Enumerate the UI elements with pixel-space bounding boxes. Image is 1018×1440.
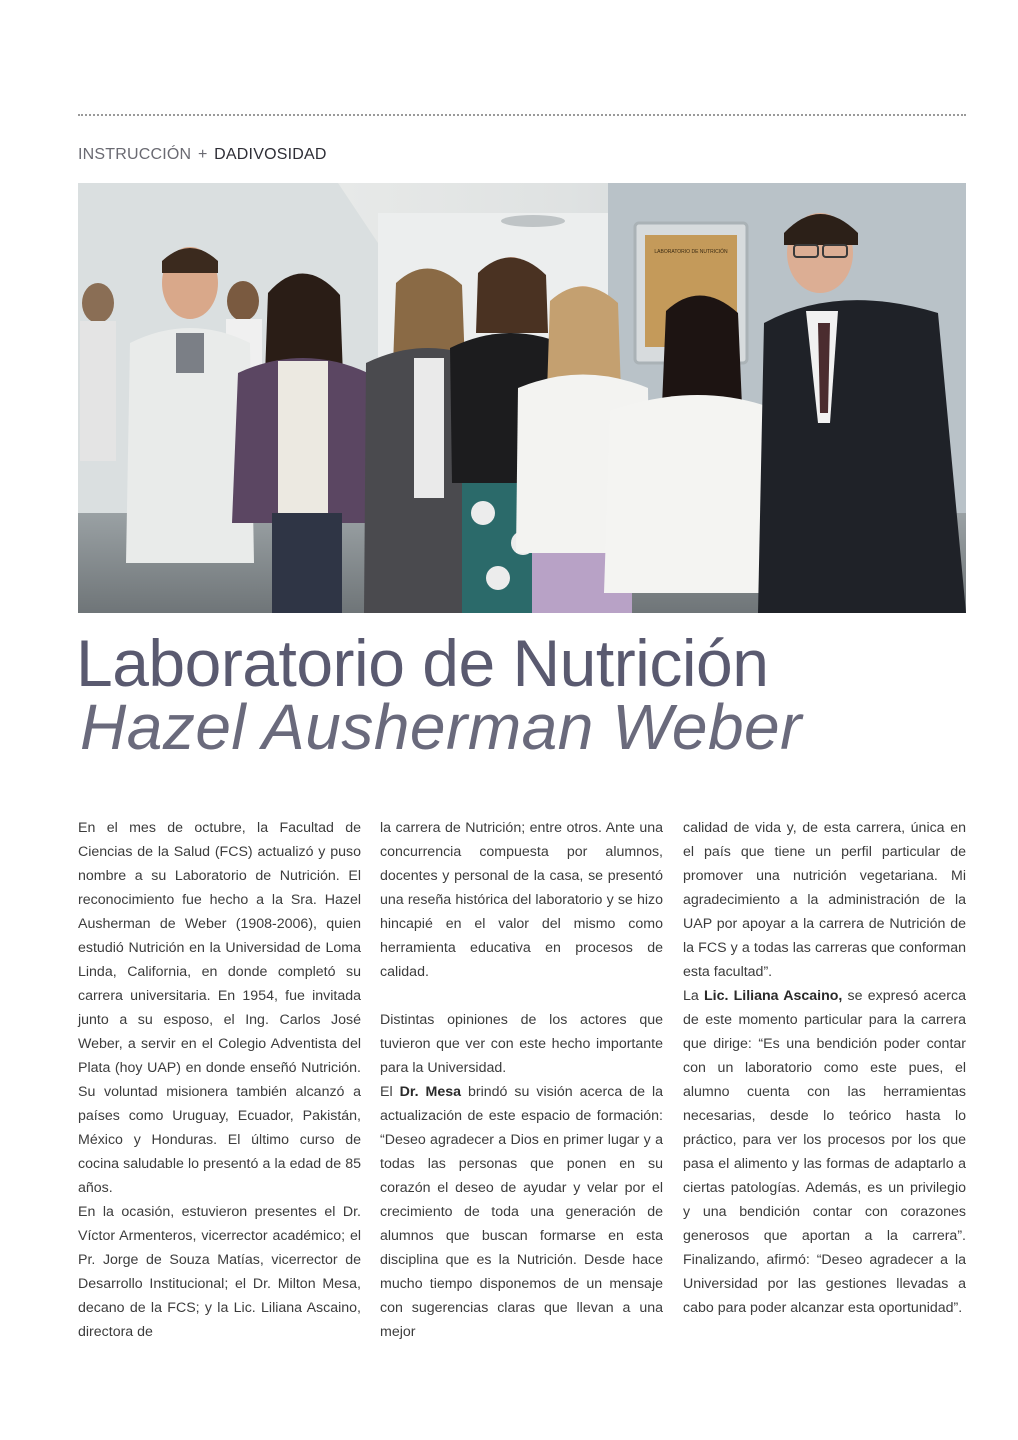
article-title: Laboratorio de Nutrición [76, 626, 769, 700]
col3-paragraph-2 [683, 984, 966, 1320]
col2-paragraph-3 [380, 1080, 663, 1344]
col3-p2-pre: La [683, 988, 704, 1004]
section-label-plus: + [197, 146, 208, 163]
plaque-title: LABORATORIO DE NUTRICIÓN [654, 249, 728, 255]
group-photo [78, 183, 966, 613]
section-label-part1: INSTRUCCIÓN [78, 146, 192, 163]
col2-paragraph-1: la carrera de Nutrición; entre otros. Ante una concurrencia compuesta por alumnos, docentes y personal de la casa, se presentó una reseña histórica del laboratorio y se hizo hincapié en el valor del mismo como herramienta educativa en procesos de calidad. [380, 820, 663, 980]
col1-paragraph-1: En el mes de octubre, la Facultad de Ciencias de la Salud (FCS) actualizó y puso nombre a su Laboratorio de Nutrición. El reconocimiento fue hecho a la Sra. Hazel Ausherman de Weber (1908-2006), quien estudió Nutrición en la Universidad de Loma Linda, California, en donde completó su carrera universitaria. En 1954, fue invitada junto a su esposo, el Ing. Carlos José Weber, a servir en el Colegio Adventista del Plata (hoy UAP) en donde enseñó Nutrición. Su voluntad misionera también alcanzó a países como Uruguay, Ecuador, Pakistán, México y Honduras. El último curso de cocina saludable lo presentó a la edad de 85 años. [78, 820, 361, 1196]
col1-paragraph-2: En la ocasión, estuvieron presentes el Dr. Víctor Armenteros, vicerrector académico; el Pr. Jorge de Souza Matías, vicerrector de Desarrollo Institucional; el Dr. Milton Mesa, decano de la FCS; y la Lic. Liliana Ascaino, directora de [78, 1204, 361, 1340]
article-column-2 [380, 816, 663, 1344]
col3-paragraph-1: calidad de vida y, de esta carrera, única en el país que tiene un perfil particular de promover una nutrición vegetariana. Mi agradecimiento a la administración de la UAP por apoyar a la carrera de Nutrición de la FCS y a todas las carreras que conforman esta facultad”. [683, 820, 966, 980]
article-subtitle: Hazel Ausherman Weber [80, 691, 802, 763]
col3-p2-bold: Lic. Liliana Ascaino, [703, 988, 843, 1004]
col2-p3-pre: El [380, 1084, 400, 1100]
article-column-1 [78, 816, 361, 1344]
section-label-part2: DADIVOSIDAD [214, 146, 327, 163]
col3-p2-post: se expresó acerca de este momento particular para la carrera que dirige: “Es una bendición poder contar con un laboratorio como este pues, el alumno cuenta con las herramientas necesarias, desde lo teórico hasta lo práctico, para ver los procesos por los que pasa el alimento y las formas de adaptarlo a ciertas patologías. Además, es un privilegio y una bendición contar con corazones generosos que aportan a la carrera”. Finalizando, afirmó: “Deseo agradecer a la Universidad por las gestiones llevadas a cabo para poder alcanzar esta oportunidad”. [683, 988, 966, 1316]
group-photo-illustration [78, 183, 966, 613]
article-column-3 [683, 816, 966, 1320]
col2-p3-bold: Dr. Mesa [399, 1084, 462, 1100]
header-divider [78, 114, 966, 116]
col2-p3-post: brindó su visión acerca de la actualización de este espacio de formación: “Deseo agradecer a Dios en primer lugar y a todas las personas que ponen en su corazón el deseo de ayudar y velar por el crecimiento de toda una generación de alumnos que buscan formarse en esta disciplina que es la Nutrición. Desde hace mucho tiempo disponemos de un mensaje con sugerencias claras que llevan a una mejor [380, 1084, 664, 1340]
col2-paragraph-2: Distintas opiniones de los actores que tuvieron que ver con este hecho importante para la Universidad. [380, 1012, 663, 1076]
section-label [78, 146, 327, 168]
